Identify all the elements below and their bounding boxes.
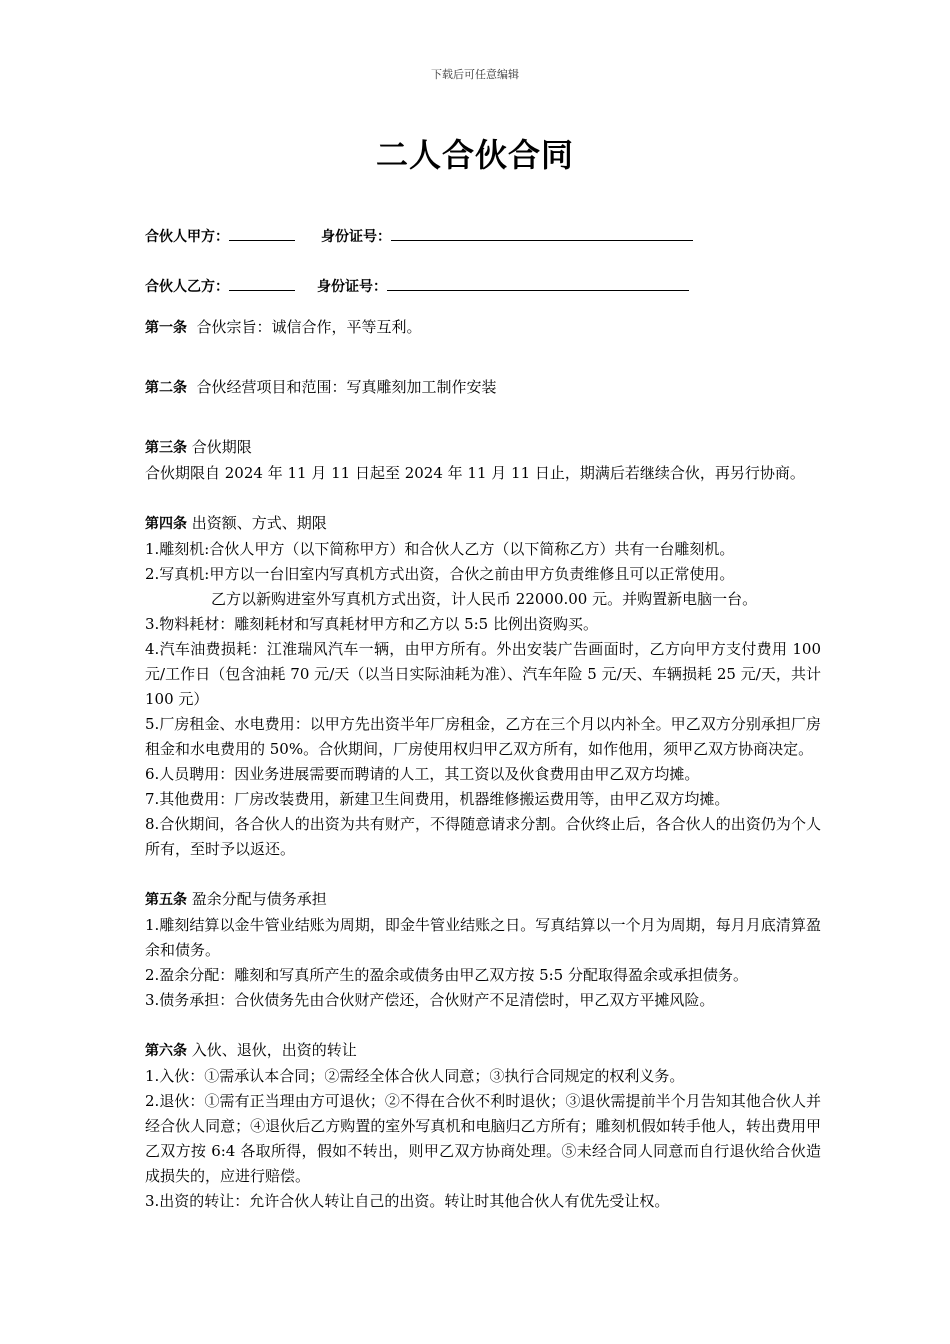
article-4-item-6: 6.人员聘用：因业务进展需要而聘请的人工，其工资以及伙食费用由甲乙双方均摊。 — [145, 765, 700, 783]
article-6-heading: 第六条 — [145, 1043, 187, 1059]
party-a-line — [145, 224, 821, 249]
party-a-id-blank — [391, 226, 693, 241]
article-6-subtitle: 入伙、退伙，出资的转让 — [191, 1041, 357, 1059]
article-2-heading: 第二条 — [145, 380, 187, 396]
article-1-heading: 第一条 — [145, 320, 187, 336]
article-6-item-2: 2.退伙：①需有正当理由方可退伙；②不得在合伙不利时退伙；③退伙需提前半个月告知其他合伙人并经合伙人同意；④退伙后乙方购置的室外写真机和电脑归乙方所有；雕刻机假如转手他人，转出费用甲乙双方按 6:4 各取所得，假如不转出，则甲乙双方协商处理。⑤未经合同人同意而自行退伙给合伙造成损失的，应进行赔偿。 — [145, 1092, 821, 1185]
article-4-item-3: 3.物料耗材：雕刻耗材和写真耗材甲方和乙方以 5:5 比例出资购买。 — [145, 615, 598, 633]
document-body — [145, 224, 821, 1214]
header-note: 下载后可任意编辑 — [431, 68, 519, 81]
article-6-item-3: 3.出资的转让：允许合伙人转让自己的出资。转让时其他合伙人有优先受让权。 — [145, 1192, 670, 1210]
article-5-item-3: 3.债务承担：合伙债务先由合伙财产偿还，合伙财产不足清偿时，甲乙双方平摊风险。 — [145, 991, 715, 1009]
article-5-subtitle: 盈余分配与债务承担 — [191, 890, 327, 908]
party-b-label: 合伙人乙方： — [145, 279, 229, 295]
article-3-title — [145, 435, 821, 461]
party-a-label: 合伙人甲方： — [145, 229, 229, 245]
article-4-item-5: 5.厂房租金、水电费用：以甲方先出资半年厂房租金，乙方在三个月以内补全。甲乙双方分别承担厂房租金和水电费用的 50%。合伙期间，厂房使用权归甲乙双方所有，如作他用，须甲乙双方协商决定。 — [145, 715, 821, 758]
article-5-heading: 第五条 — [145, 892, 187, 908]
article-4-subtitle: 出资额、方式、期限 — [191, 514, 327, 532]
article-4-item-4: 4.汽车油费损耗：江淮瑞风汽车一辆，由甲方所有。外出安装广告画面时，乙方向甲方支付费用 100 元/工作日（包含油耗 70 元/天（以当日实际油耗为准）、汽车年险 5 元/天、车辆损耗 25 元/天，共计 100 元） — [145, 640, 821, 708]
article-4-item-7: 7.其他费用：厂房改装费用，新建卫生间费用，机器维修搬运费用等，由甲乙双方均摊。 — [145, 790, 730, 808]
article-2-text: 合伙经营项目和范围：写真雕刻加工制作安装 — [196, 378, 497, 396]
article-4-title — [145, 511, 821, 537]
party-b-line — [145, 274, 821, 299]
article-2 — [145, 375, 821, 401]
article-6-item-1: 1.入伙：①需承认本合同；②需经全体合伙人同意；③执行合同规定的权利义务。 — [145, 1067, 685, 1085]
article-4-item-2: 2.写真机:甲方以一台旧室内写真机方式出资，合伙之前由甲方负责维修且可以正常使用。 — [145, 565, 735, 583]
party-a-id-label: 身份证号： — [321, 229, 391, 245]
article-5-item-1: 1.雕刻结算以金牛管业结账为周期，即金牛管业结账之日。写真结算以一个月为周期，每月月底清算盈余和债务。 — [145, 916, 821, 959]
document-title: 二人合伙合同 — [375, 136, 574, 174]
article-3-subtitle: 合伙期限 — [191, 438, 252, 456]
party-b-id-blank — [387, 276, 689, 291]
article-3-heading: 第三条 — [145, 440, 187, 456]
article-4-item-1: 1.雕刻机:合伙人甲方（以下简称甲方）和合伙人乙方（以下简称乙方）共有一台雕刻机。 — [145, 540, 735, 558]
party-a-name-blank — [229, 226, 295, 241]
article-4-heading: 第四条 — [145, 516, 187, 532]
article-6-title — [145, 1038, 821, 1064]
party-b-id-label: 身份证号： — [317, 279, 387, 295]
article-3-text: 合伙期限自 2024 年 11 月 11 日起至 2024 年 11 月 11 日止，期满后若继续合伙，再另行协商。 — [145, 464, 805, 482]
article-5-title — [145, 887, 821, 913]
article-1 — [145, 315, 821, 341]
article-1-text: 合伙宗旨：诚信合作，平等互利。 — [196, 318, 422, 336]
article-4-item-2b: 乙方以新购进室外写真机方式出资，计人民币 22000.00 元。并购置新电脑一台。 — [211, 590, 758, 608]
article-4-item-8: 8.合伙期间，各合伙人的出资为共有财产，不得随意请求分割。合伙终止后，各合伙人的出资仍为个人所有，至时予以返还。 — [145, 815, 821, 858]
party-b-name-blank — [229, 276, 295, 291]
article-5-item-2: 2.盈余分配：雕刻和写真所产生的盈余或债务由甲乙双方按 5:5 分配取得盈余或承担债务。 — [145, 966, 748, 984]
